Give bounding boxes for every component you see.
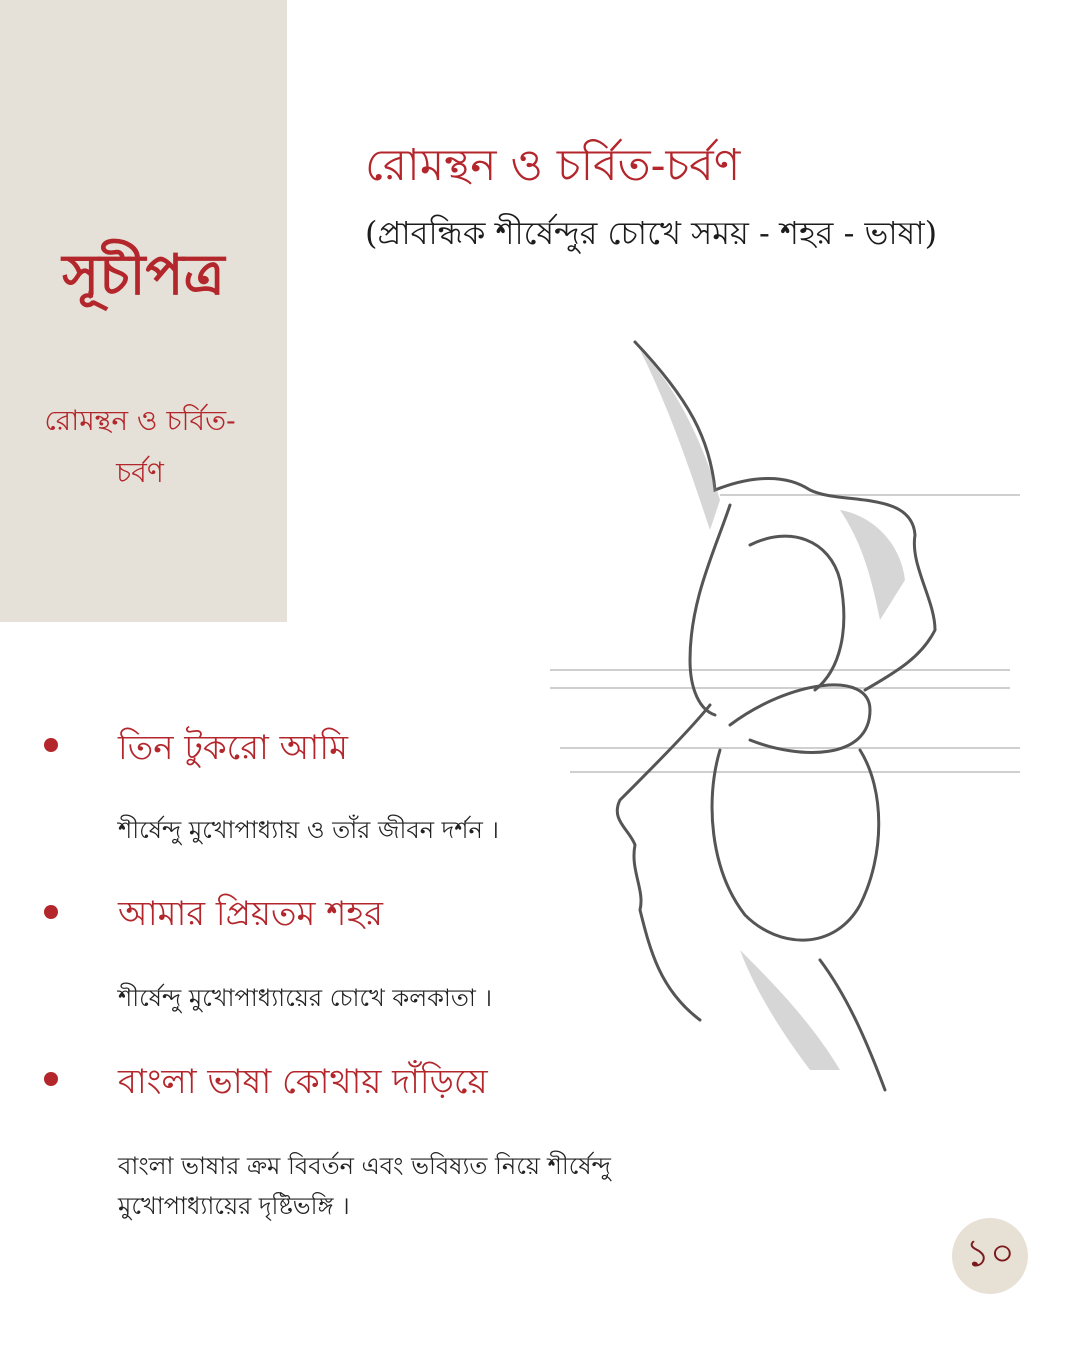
side-panel (0, 0, 287, 622)
bullet (44, 738, 58, 752)
contents-title: সূচীপত্র (62, 242, 225, 308)
entry-title: বাংলা ভাষা কোথায় দাঁড়িয়ে (118, 1062, 488, 1102)
page-subtitle: (প্রাবন্ধিক শীর্ষেন্দুর চোখে সময় - শহর - ভাষা) (365, 214, 938, 252)
bullet (44, 905, 58, 919)
section-subtitle: রোমন্থন ও চর্বিত-চর্বণ (44, 404, 236, 489)
entry-title: আমার প্রিয়তম শহর (118, 894, 383, 934)
entry-description: বাংলা ভাষার ক্রম বিবর্তন এবং ভবিষ্যত নিয়ে শীর্ষেন্দু মুখোপাধ্যায়ের দৃষ্টিভঙ্গি । (118, 1152, 611, 1220)
sketch-shading (640, 350, 905, 1070)
entry-description: শীর্ষেন্দু মুখোপাধ্যায় ও তাঁর জীবন দর্শন । (118, 816, 499, 844)
entry-description: শীর্ষেন্দু মুখোপাধ্যায়ের চোখে কলকাতা । (118, 984, 493, 1012)
bullet (44, 1072, 58, 1086)
page-number-badge: ১০ (952, 1218, 1028, 1294)
entry-title: তিন টুকরো আমি (118, 728, 348, 768)
page-title: রোমন্থন ও চর্বিত-চর্বণ (365, 140, 741, 191)
